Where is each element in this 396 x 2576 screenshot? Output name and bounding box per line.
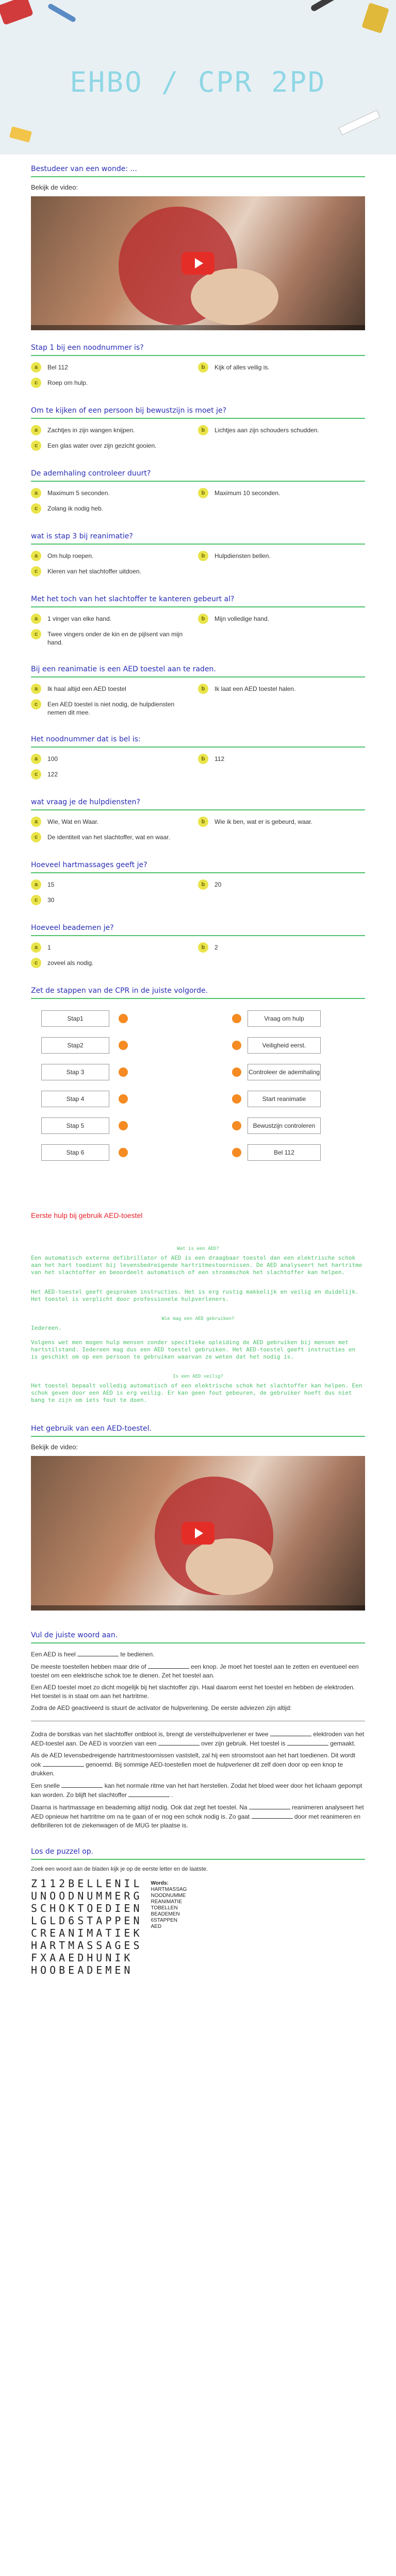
- option-list: [31, 614, 365, 652]
- option-list: [31, 684, 365, 722]
- option-list: [31, 817, 365, 848]
- cloze-text: reanimeren analyseert het AED opnieuw het hartritme om na te gaan of er nog een schok nodig is. Zo gaat: [31, 1804, 364, 1820]
- option-text: Om hulp roepen.: [47, 552, 94, 560]
- cloze-text: kan het normale ritme van het hart herstellen. Zodat het bloed weer door het lichaam gepompt kan worden. Zo blijft het slachtoffer: [31, 1782, 362, 1799]
- answer-option[interactable]: [31, 362, 198, 372]
- divider: [31, 418, 365, 419]
- match-step: Stap 6: [41, 1144, 109, 1161]
- header-decoration: [47, 3, 77, 23]
- drop-target[interactable]: [119, 1067, 128, 1077]
- paragraph: Volgens wet men mogen hulp mensen zonder specifieke opleiding de AED gebruiken bij mensen met hartstilstand. Iedereen mag dus een AED toestel gebruiken. Het AED-toestel geeft instructies en is geschikt om op een persoon te gebruiken waarvan ze weten dat het nodig is.: [31, 1339, 356, 1360]
- divider: [31, 355, 365, 356]
- question-heading: wat vraag je de hulpdiensten?: [31, 798, 140, 806]
- video-control-bar[interactable]: [31, 1605, 365, 1611]
- section-heading: Vul de juiste woord aan.: [31, 1631, 118, 1639]
- cloze-text: Een AED toestel moet zo dicht mogelijk bij het slachtoffer zijn. Haal daarom eerst het toestel en hebben de elektroden. Het toestel is in staat om aan het hartritme.: [31, 1684, 355, 1700]
- option-letter: b: [198, 942, 208, 953]
- answer-option[interactable]: [31, 551, 198, 561]
- caption: Wat is een AED?: [177, 1246, 219, 1251]
- section-title: Eerste hulp bij gebruik AED-toestel: [31, 1211, 143, 1219]
- divider: [31, 809, 365, 810]
- word-item: REANIMATIE: [151, 1899, 182, 1905]
- drag-handle[interactable]: [232, 1014, 241, 1023]
- divider: [31, 998, 365, 999]
- answer-option[interactable]: [31, 425, 198, 435]
- match-answer[interactable]: Bewustzijn controleren: [248, 1117, 321, 1134]
- option-letter: c: [31, 629, 41, 639]
- match-answer[interactable]: Start reanimatie: [248, 1091, 321, 1107]
- drag-handle[interactable]: [232, 1067, 241, 1077]
- section-heading: Los de puzzel op.: [31, 1848, 94, 1856]
- grid-row: LGLD6STAPPEN: [31, 1914, 143, 1927]
- option-letter: a: [31, 684, 41, 694]
- answer-option[interactable]: [31, 566, 198, 577]
- option-letter: b: [198, 879, 208, 890]
- question-heading: wat is stap 3 bij reanimatie?: [31, 532, 133, 540]
- match-step: Stap 4: [41, 1091, 109, 1107]
- option-letter: a: [31, 362, 41, 372]
- option-text: Roep om hulp.: [47, 379, 88, 386]
- question-list: [31, 344, 365, 973]
- option-letter: c: [31, 503, 41, 514]
- question-heading: Hoeveel hartmassages geeft je?: [31, 861, 147, 869]
- cloze-paragraph: [31, 1803, 365, 1830]
- video-player[interactable]: [31, 196, 365, 330]
- word-list-items: [151, 1887, 187, 1930]
- answer-option[interactable]: [31, 699, 198, 717]
- question-heading: Stap 1 bij een noodnummer is?: [31, 344, 144, 352]
- video-thumbnail: [191, 268, 278, 325]
- word-item: AED: [151, 1924, 162, 1929]
- drop-target[interactable]: [119, 1041, 128, 1050]
- cloze-text: door met reanimeren en defibrilleren tot de ziekenwagen of de MUG ter plaatse is.: [31, 1813, 360, 1829]
- divider: [31, 872, 365, 873]
- grid-row: UNOODNUMMERG: [31, 1890, 143, 1902]
- option-text: Zachtjes in zijn wangen knijpen.: [47, 427, 135, 434]
- option-letter: b: [198, 684, 208, 694]
- letter-grid[interactable]: [31, 1877, 143, 1976]
- option-letter: a: [31, 754, 41, 764]
- answer-option[interactable]: [31, 378, 198, 388]
- word-item: NOODNUMME: [151, 1893, 186, 1899]
- answer-option[interactable]: [198, 817, 365, 827]
- answer-option[interactable]: [31, 440, 198, 451]
- option-text: Bel 112: [47, 364, 68, 371]
- cloze-exercise: [31, 1650, 365, 1830]
- cloze-text: Zodra de AED geactiveerd is stuurt de activator de hulpverlening. De eerste adviezen zijn altijd:: [31, 1704, 292, 1711]
- cloze-paragraph: [31, 1751, 365, 1778]
- answer-option[interactable]: [31, 832, 198, 842]
- answer-option[interactable]: [198, 614, 365, 624]
- question-heading: Om te kijken of een persoon bij bewustzijn is moet je?: [31, 406, 227, 415]
- option-list: [31, 551, 365, 582]
- answer-option[interactable]: [31, 629, 198, 647]
- answer-option[interactable]: [31, 958, 198, 968]
- drop-target[interactable]: [119, 1014, 128, 1023]
- answer-option[interactable]: [31, 817, 198, 827]
- answer-option[interactable]: [198, 879, 365, 890]
- play-icon[interactable]: [182, 252, 214, 275]
- paragraph: Het AED-toestel geeft gesproken instructies. Het is erg rustig makkelijk en veilig en duidelijk. Het toestel is verplicht door professionele hulpverleners.: [31, 1289, 359, 1302]
- option-text: Ik haal altijd een AED toestel: [47, 685, 126, 692]
- drag-handle[interactable]: [232, 1094, 241, 1104]
- match-step: Stap2: [41, 1037, 109, 1054]
- drag-handle[interactable]: [232, 1121, 241, 1130]
- divider: [31, 935, 365, 936]
- answer-option[interactable]: [198, 425, 365, 435]
- cloze-text: over zijn gebruik. Het toestel is: [199, 1740, 287, 1747]
- answer-option[interactable]: [31, 879, 198, 890]
- option-text: zoveel als nodig.: [47, 959, 94, 967]
- divider: [31, 176, 365, 177]
- question-heading: Hoeveel beademen je?: [31, 924, 114, 932]
- aed-info: [31, 1245, 365, 1404]
- paragraph: Het toestel bepaalt volledig automatisch of een elektrische schok het slachtoffer kan helpen. Een schok geven door een AED is erg veilig. Er kan geen fout gebeuren, de gebruiker hoeft dus niet bang te zijn om iets fout te doen.: [31, 1382, 362, 1403]
- matching-exercise: [31, 1005, 365, 1180]
- cloze-paragraph: [31, 1730, 365, 1748]
- option-letter: a: [31, 879, 41, 890]
- answer-option[interactable]: [31, 503, 198, 514]
- cloze-text: De meeste toestellen hebben maar drie of: [31, 1663, 148, 1670]
- drag-handle[interactable]: [232, 1148, 241, 1157]
- caption: Is een AED veilig?: [173, 1374, 223, 1379]
- option-list: [31, 425, 365, 456]
- match-step: Stap 3: [41, 1064, 109, 1080]
- grid-row: CREANIMATIEK: [31, 1927, 143, 1939]
- option-letter: b: [198, 817, 208, 827]
- question-heading: Bij een reanimatie is een AED toestel aan te raden.: [31, 665, 216, 673]
- cloze-blank-input[interactable]: [43, 1760, 84, 1767]
- option-text: 30: [47, 896, 55, 904]
- option-text: Een glas water over zijn gezicht gooien.: [47, 442, 157, 449]
- divider: [31, 481, 365, 482]
- option-text: 2: [214, 944, 218, 951]
- instruction: Zoek een woord aan de bladen kijk je op de eerste letter en de laatste.: [31, 1866, 208, 1872]
- option-text: 20: [214, 881, 222, 888]
- answer-option[interactable]: [31, 769, 198, 779]
- option-letter: b: [198, 551, 208, 561]
- cloze-blank-input[interactable]: [252, 1812, 293, 1819]
- word-item: HARTMASSAG: [151, 1887, 187, 1892]
- word-list: [151, 1877, 187, 1976]
- answer-option[interactable]: [31, 488, 198, 498]
- divider: [31, 747, 365, 748]
- match-step: Stap1: [41, 1010, 109, 1027]
- play-icon[interactable]: [182, 1522, 214, 1545]
- option-text: Twee vingers onder de kin en de pijlsent van mijn hand.: [47, 631, 183, 646]
- option-list: [31, 488, 365, 519]
- option-text: Wie ik ben, wat er is gebeurd, waar.: [214, 818, 313, 825]
- option-list: [31, 879, 365, 910]
- cloze-text: een knop. Je moet het toestel aan te zetten en eventueel een toestel om een elektrische schok toe te dienen. Zet het toestel aan.: [31, 1663, 359, 1679]
- cloze-text: Een snelle: [31, 1782, 62, 1789]
- option-letter: b: [198, 754, 208, 764]
- header-decoration: [361, 3, 389, 33]
- cloze-text: Daarna is hartmassage en beademing altijd nodig. Ook dat zegt het toestel. Na: [31, 1804, 249, 1811]
- answer-option[interactable]: [198, 684, 365, 694]
- instruction: Bekijk de video:: [31, 183, 78, 191]
- option-letter: a: [31, 551, 41, 561]
- option-text: Maximum 10 seconden.: [214, 489, 280, 497]
- option-text: Een AED toestel is niet nodig, de hulpdiensten nemen dit mee.: [47, 701, 175, 716]
- option-text: 1: [47, 944, 51, 951]
- cloze-paragraph: [31, 1683, 365, 1701]
- cloze-blank-input[interactable]: [128, 1790, 170, 1797]
- drag-handle[interactable]: [232, 1041, 241, 1050]
- page-title: EHBO / CPR 2PD: [70, 66, 326, 98]
- option-text: 1 vinger van elke hand.: [47, 615, 112, 622]
- header-decoration: [338, 110, 380, 135]
- option-text: 122: [47, 771, 58, 778]
- option-text: Mijn volledige hand.: [214, 615, 270, 622]
- paragraph: Een automatisch externe defibrillator of AED is een draagbaar toestel dan een elektrische schok aan het hart toedient bij levensbedreigende hartritmestoornissen. De AED analyseert het hartritme van het slachtoffer en beoordeelt automatisch of een stroomschok het slachtoffer kan helpen.: [31, 1255, 362, 1276]
- cloze-text: Een AED is heel: [31, 1651, 78, 1658]
- option-letter: a: [31, 817, 41, 827]
- grid-row: FXAAEDHUNIK: [31, 1952, 134, 1964]
- option-list: [31, 362, 365, 393]
- cloze-blank-input[interactable]: [77, 1650, 119, 1656]
- grid-row: HARTMASSAGES: [31, 1939, 143, 1952]
- option-text: 112: [214, 755, 225, 762]
- cloze-paragraph: [31, 1704, 365, 1713]
- header-decoration: [9, 126, 32, 143]
- question-heading: De ademhaling controleer duurt?: [31, 469, 151, 478]
- cloze-blank-input[interactable]: [270, 1730, 311, 1736]
- option-letter: c: [31, 769, 41, 779]
- section-heading: Zet de stappen van de CPR in de juiste volgorde.: [31, 987, 208, 995]
- cloze-text: gemaakt.: [328, 1740, 356, 1747]
- option-letter: b: [198, 614, 208, 624]
- answer-option[interactable]: [31, 754, 198, 764]
- option-text: Wie, Wat en Waar.: [47, 818, 99, 825]
- drop-target[interactable]: [119, 1148, 128, 1157]
- option-text: Ik laat een AED toestel halen.: [214, 685, 296, 692]
- word-search: [31, 1877, 365, 1976]
- divider: [31, 1859, 365, 1860]
- word-list-label: Words:: [151, 1880, 169, 1886]
- option-letter: a: [31, 614, 41, 624]
- question-heading: Het noodnummer dat is bel is:: [31, 735, 141, 743]
- option-list: [31, 754, 365, 785]
- grid-row: SCHOKTOEDIEN: [31, 1902, 143, 1914]
- option-text: Kleren van het slachtoffer uitdoen.: [47, 568, 141, 575]
- option-text: Kijk of alles veilig is.: [214, 364, 270, 371]
- cloze-text: te bedienen.: [119, 1651, 155, 1658]
- answer-option[interactable]: [198, 551, 365, 561]
- grid-row: HOOBEADEMEN: [31, 1964, 134, 1976]
- answer-option[interactable]: [198, 488, 365, 498]
- video-player[interactable]: [31, 1456, 365, 1611]
- option-letter: c: [31, 378, 41, 388]
- header-decoration: [310, 0, 353, 12]
- option-letter: a: [31, 942, 41, 953]
- answer-option[interactable]: [31, 942, 198, 953]
- option-text: Hulpdiensten bellen.: [214, 552, 271, 560]
- drop-target[interactable]: [119, 1094, 128, 1104]
- word-item: BEADEMEN: [151, 1911, 180, 1917]
- cloze-blank-input[interactable]: [158, 1739, 200, 1745]
- header-decoration: [0, 0, 34, 25]
- cloze-blank-input[interactable]: [287, 1739, 328, 1745]
- option-text: 100: [47, 755, 58, 762]
- word-item: TOBELLEN: [151, 1905, 178, 1911]
- answer-option[interactable]: [198, 754, 365, 764]
- match-step: Stap 5: [41, 1117, 109, 1134]
- word-item: 6STAPPEN: [151, 1918, 177, 1923]
- answer-option[interactable]: [31, 684, 198, 694]
- divider: [31, 544, 365, 545]
- section-heading: Bestudeer van een wonde: ...: [31, 165, 137, 173]
- cloze-paragraph: [31, 1781, 365, 1800]
- match-answer[interactable]: Controleer de ademhaling: [248, 1064, 321, 1080]
- cloze-paragraph: [31, 1662, 365, 1680]
- header-banner: [0, 0, 396, 155]
- answer-option[interactable]: [31, 614, 198, 624]
- option-list: [31, 942, 365, 973]
- match-answer[interactable]: Veiligheid eerst.: [248, 1037, 321, 1054]
- cloze-blank-input[interactable]: [61, 1781, 103, 1788]
- cloze-text: .: [170, 1791, 173, 1799]
- option-letter: a: [31, 488, 41, 498]
- option-letter: b: [198, 425, 208, 435]
- cloze-paragraph: [31, 1650, 365, 1659]
- cloze-blank-input[interactable]: [148, 1662, 189, 1669]
- option-letter: a: [31, 425, 41, 435]
- option-letter: b: [198, 362, 208, 372]
- cloze-text: genoemd. Bij sommige AED-toestellen moet de hulpverlener dit zelf doen door op een knop te drukken.: [31, 1761, 343, 1777]
- option-letter: c: [31, 566, 41, 577]
- divider: [31, 676, 365, 677]
- answer-option[interactable]: [31, 895, 198, 905]
- grid-row: Z112BELLENIL: [31, 1877, 143, 1890]
- option-text: Maximum 5 seconden.: [47, 489, 110, 497]
- paragraph: Iedereen.: [31, 1325, 62, 1331]
- video-control-bar[interactable]: [31, 325, 365, 330]
- option-letter: c: [31, 958, 41, 968]
- option-text: 15: [47, 881, 55, 888]
- question-heading: Met het toch van het slachtoffer te kanteren gebeurt al?: [31, 595, 235, 603]
- option-text: Zolang ik nodig heb.: [47, 505, 104, 512]
- option-letter: b: [198, 488, 208, 498]
- divider: [31, 1436, 365, 1437]
- main-content: [0, 165, 396, 1976]
- video-thumbnail: [186, 1538, 273, 1595]
- option-text: De identiteit van het slachtoffer, wat en waar.: [47, 834, 170, 841]
- answer-option[interactable]: [198, 942, 365, 953]
- cloze-text: Zodra de borstkas van het slachtoffer ontbloot is, brengt de verstelhulpverlener er twee: [31, 1731, 271, 1738]
- cloze-text: elektroden van het AED-toestel aan. De AED is voorzien van een: [31, 1731, 365, 1747]
- caption: Wie mag een AED gebruiken?: [161, 1316, 235, 1321]
- divider: [31, 1642, 365, 1643]
- match-answer[interactable]: Bel 112: [248, 1144, 321, 1161]
- cloze-blank-input[interactable]: [249, 1803, 290, 1809]
- option-letter: c: [31, 440, 41, 451]
- answer-option[interactable]: [198, 362, 365, 372]
- match-answer[interactable]: Vraag om hulp: [248, 1010, 321, 1027]
- drop-target[interactable]: [119, 1121, 128, 1130]
- cloze-text: Als de AED levensbedreigende hartritmestoornissen vaststelt, zal hij een stroomstoot aan het hart toedienen. Dit wordt ook: [31, 1752, 356, 1768]
- instruction: Bekijk de video:: [31, 1443, 78, 1451]
- divider: [31, 606, 365, 607]
- option-letter: c: [31, 895, 41, 905]
- section-heading: Het gebruik van een AED-toestel.: [31, 1425, 152, 1433]
- option-text: Lichtjes aan zijn schouders schudden.: [214, 427, 319, 434]
- option-letter: c: [31, 832, 41, 842]
- option-letter: c: [31, 699, 41, 709]
